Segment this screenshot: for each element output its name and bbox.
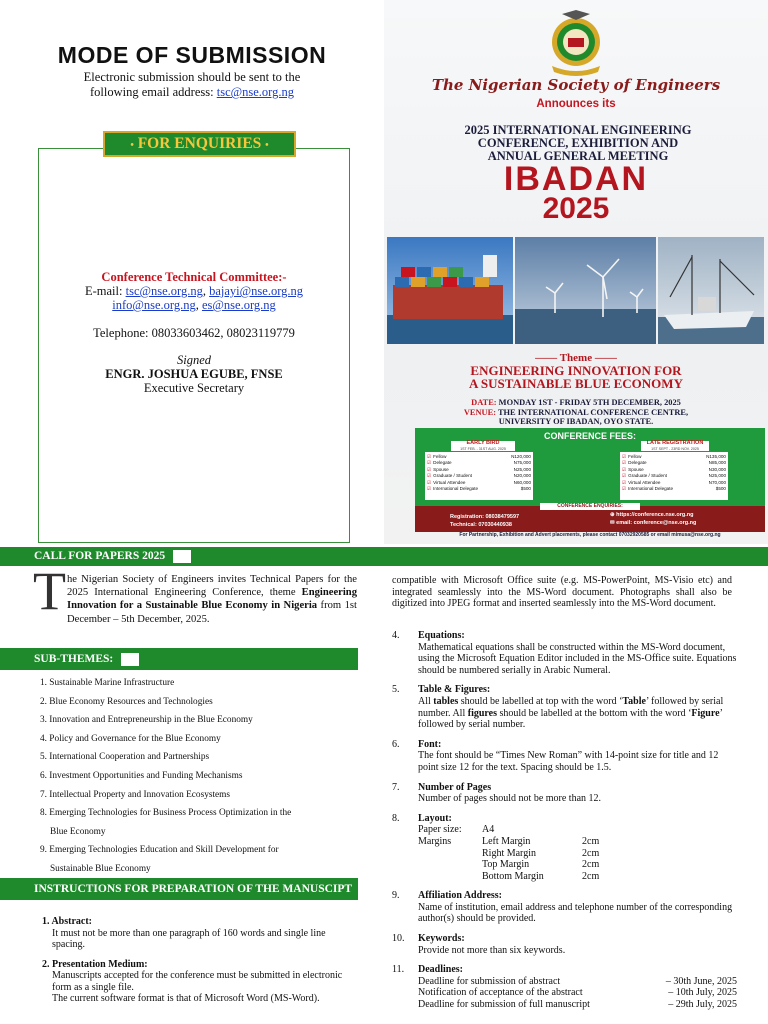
conference-enquiries-title: CONFERENCE ENQUIRIES: xyxy=(540,503,640,510)
conference-title-line: ANNUAL GENERAL MEETING xyxy=(487,149,669,163)
city-title: IBADAN xyxy=(503,160,649,198)
early-bird-title: EARLY BIRD xyxy=(466,440,500,446)
item-number: 6. xyxy=(392,738,400,750)
margin-value: 2cm xyxy=(582,859,600,871)
body-bold: Figure xyxy=(691,707,720,719)
fee-amount: N85,000 xyxy=(708,460,726,466)
email-link[interactable]: tsc@nse.org.ng xyxy=(125,284,203,298)
deadline-label: Notification of acceptance of the abstract xyxy=(418,987,583,999)
early-bird-fees xyxy=(424,451,534,501)
manuscript-requirements xyxy=(392,630,737,1019)
year-title: 2025 xyxy=(542,192,610,225)
fee-category: Virtual Attendee xyxy=(433,479,466,485)
instruction-heading: 2. Presentation Medium: xyxy=(42,958,148,970)
margin-label: Bottom Margin xyxy=(482,870,544,882)
checkbox-icon: ☑ xyxy=(427,466,432,472)
requirement-item xyxy=(392,739,737,774)
committee-contacts xyxy=(40,270,348,395)
call-for-papers-title: CALL FOR PAPERS 2025 xyxy=(34,550,166,562)
body-bold: tables xyxy=(433,695,459,707)
venue-value: THE INTERNATIONAL CONFERENCE CENTRE, xyxy=(497,407,689,417)
fee-category: Graduate / Student xyxy=(433,473,472,479)
instruction-item xyxy=(42,959,352,1005)
item-number: 8. xyxy=(392,812,400,824)
mail-icon: ✉ xyxy=(610,520,615,526)
email-link[interactable]: es@nse.org.ng xyxy=(201,298,276,312)
late-registration-period: 1ST SEPT - 23RD NOV. 2025 xyxy=(651,446,699,451)
fee-amount: N20,000 xyxy=(513,473,531,479)
sub-theme-item: 1. Sustainable Marine Infrastructure xyxy=(40,678,175,688)
fee-row xyxy=(622,486,726,492)
partnership-note: For Partnership, Exhibition and Advert placements, please contact 07032920585 or email mimusa@nse.org.ng xyxy=(459,532,721,538)
wind-turbines-photo xyxy=(515,237,656,344)
instructions-list xyxy=(42,916,352,1013)
fee-category: Virtual Attendee xyxy=(628,479,661,485)
requirement-item xyxy=(392,684,737,730)
item-body: Name of institution, email address and telephone number of the corresponding author(s) should be provided. xyxy=(418,901,733,925)
requirement-item xyxy=(392,964,737,1010)
checkbox-icon: ☑ xyxy=(622,460,627,466)
sub-theme-item: 4. Policy and Governance for the Blue Economy xyxy=(40,733,221,744)
checkbox-icon: ☑ xyxy=(622,486,627,492)
sub-theme-item: 5. International Cooperation and Partnerships xyxy=(40,752,210,763)
fee-category: Fellow xyxy=(628,454,642,459)
fee-amount: N135,000 xyxy=(706,454,726,459)
requirement-item xyxy=(392,630,737,676)
fee-amount: N75,000 xyxy=(513,460,531,466)
call-intro xyxy=(67,573,357,626)
checkbox-icon: ☑ xyxy=(427,454,432,459)
committee-title: Conference Technical Committee:- xyxy=(101,270,287,284)
email-line-2: info@nse.org.ng, es@nse.org.ng xyxy=(112,298,276,312)
intro-theme: Engineering Innovation for a Sustainable Blue Economy in Nigeria xyxy=(67,587,357,612)
item-body: Number of pages should not be more than 12. xyxy=(418,793,602,805)
margin-label: Top Margin xyxy=(482,859,530,871)
fee-amount: N25,000 xyxy=(513,466,531,472)
fee-amount: N25,000 xyxy=(708,473,726,479)
deadline-row xyxy=(418,976,737,988)
placeholder-box xyxy=(121,653,139,666)
requirement-item xyxy=(392,890,737,925)
submission-line-2: following email address: xyxy=(90,85,217,99)
item-body: The font should be “Times New Roman” with 14-point size for title and 12 point size 12 for the text. Spacing should be 1.5. xyxy=(418,750,719,773)
item-heading: Keywords: xyxy=(418,933,465,945)
enquiries-banner-label: FOR ENQUIRIES xyxy=(137,135,262,152)
fee-amount: $500 xyxy=(715,486,726,492)
late-registration-title: LATE REGISTRATION xyxy=(646,440,704,446)
item-heading: Table & Figures: xyxy=(418,684,491,696)
instructions-title: INSTRUCTIONS FOR PREPARATION OF THE MANUSCIPT xyxy=(34,883,353,895)
announces-label: Announces its xyxy=(536,98,616,110)
email-link[interactable]: bajayi@nse.org.ng xyxy=(209,284,304,298)
date-venue xyxy=(400,398,752,427)
checkbox-icon: ☑ xyxy=(427,486,432,492)
item-heading: Layout: xyxy=(418,812,452,824)
item-heading: Affiliation Address: xyxy=(418,890,502,902)
margin-value: 2cm xyxy=(582,847,600,859)
body-bold: figures xyxy=(467,707,497,719)
fee-category: Graduate / Student xyxy=(628,473,667,479)
theme-label-text: Theme xyxy=(559,352,593,364)
checkbox-icon: ☑ xyxy=(622,454,627,459)
item-heading: Deadlines: xyxy=(418,964,463,976)
item-number: 9. xyxy=(392,890,400,902)
sub-theme-item: 8. Emerging Technologies for Business Process Optimization in the xyxy=(40,808,292,819)
enquiries-banner xyxy=(103,131,296,157)
item-number: 5. xyxy=(392,684,400,696)
checkbox-icon: ☑ xyxy=(622,473,627,479)
theme-label: —— Theme —— xyxy=(535,352,617,364)
requirement-item xyxy=(392,813,737,883)
checkbox-icon: ☑ xyxy=(427,473,432,479)
fee-category: Delegate xyxy=(628,460,647,466)
sub-theme-item: Sustainable Blue Economy xyxy=(50,863,151,874)
theme-line: A SUSTAINABLE BLUE ECONOMY xyxy=(469,376,683,391)
body-text: should be labelled at the bottom with the word ‘ xyxy=(497,707,692,719)
sub-theme-item: 7. Intellectual Property and Innovation Ecosystems xyxy=(40,789,231,800)
margin-value: 2cm xyxy=(582,870,600,882)
fee-category: International Delegate xyxy=(628,486,674,492)
body-text: ’ followed by serial number. All xyxy=(418,695,724,719)
deadline-date: – 30th June, 2025 xyxy=(665,975,737,987)
instruction-body: Manuscripts accepted for the conference must be submitted in electronic form as a single file. xyxy=(52,970,343,993)
medium-continuation: compatible with Microsoft Office suite (e.g. MS-PowerPoint, MS-Visio etc) and integrated seamlessly into the MS-Word document. Photographs shall also be digitized into JPEG format and inserted seamlessly into the MS-Word document. xyxy=(392,575,732,610)
instruction-body: The current software format is that of Microsoft Word (MS-Word). xyxy=(52,993,320,1004)
item-body: Mathematical equations shall be constructed within the MS-Word document, using the Microsoft Equation Editor included in the MS-Office suite. Equations should be numbered serially in Arabic Numeral. xyxy=(418,641,737,676)
date-key: DATE: xyxy=(471,398,497,407)
item-body: Provide not more than six keywords. xyxy=(418,944,566,956)
paper-size-label: Paper size: xyxy=(418,824,462,836)
margin-value: 2cm xyxy=(582,835,600,847)
venue-value-2: UNIVERSITY OF IBADAN, OYO STATE. xyxy=(498,417,654,426)
sub-theme-item: Blue Economy xyxy=(50,826,106,837)
sub-theme-item: 9. Emerging Technologies Education and Skill Development for xyxy=(40,845,279,856)
signed-label: Signed xyxy=(176,353,212,367)
nse-logo xyxy=(548,8,604,78)
sub-themes-bar xyxy=(0,648,358,670)
intro-text: he Nigerian Society of Engineers invites Technical Papers for the 2025 International Engineering Conference, theme xyxy=(67,574,357,599)
theme-text xyxy=(384,364,768,390)
requirement-item xyxy=(392,782,737,805)
item-heading: Equations: xyxy=(418,630,465,641)
body-bold: Table xyxy=(622,695,646,707)
deadline-row xyxy=(418,999,737,1011)
venue-key: VENUE: xyxy=(463,407,496,417)
dropcap-letter: T xyxy=(33,561,66,621)
sub-theme-item: 2. Blue Economy Resources and Technologies xyxy=(40,696,213,707)
sub-themes-list xyxy=(40,674,358,879)
fee-amount: N30,000 xyxy=(708,466,726,472)
fee-category: International Delegate xyxy=(433,486,479,492)
instruction-heading: 1. Abstract: xyxy=(42,916,92,927)
item-heading: Font: xyxy=(418,738,442,750)
website-link[interactable]: https://conference.nse.org.ng xyxy=(616,512,694,518)
fee-category: Spouse xyxy=(628,466,644,472)
item-body xyxy=(418,696,737,731)
fishing-trawler-photo xyxy=(658,237,764,344)
sub-themes-title: SUB-THEMES: xyxy=(34,653,114,665)
technical-phone: Technical: 07030440938 xyxy=(450,522,512,528)
mode-of-submission-title: MODE OF SUBMISSION xyxy=(57,42,327,68)
container-ship-photo xyxy=(387,237,513,344)
checkbox-icon: ☑ xyxy=(427,479,432,485)
late-registration-fees xyxy=(619,451,729,501)
telephone: Telephone: 08033603462, 08023119779 xyxy=(93,326,295,340)
item-number: 10. xyxy=(392,933,405,945)
fee-amount: N120,000 xyxy=(511,454,531,459)
enquiry-email[interactable]: email: conference@nse.org.ng xyxy=(616,520,697,526)
fee-category: Spouse xyxy=(433,466,449,472)
call-for-papers-bar xyxy=(0,547,768,566)
deadline-date: – 10th July, 2025 xyxy=(668,987,737,999)
email-label: E-mail: xyxy=(84,284,126,298)
society-name: The Nigerian Society of Engineers xyxy=(431,76,721,94)
intro-text: from 1st December – 5th December, 2025. xyxy=(67,600,357,625)
registration-phone: Registration: 08038479597 xyxy=(450,514,520,520)
submission-line-1: Electronic submission should be sent to the xyxy=(83,70,301,84)
layout-table xyxy=(418,824,737,882)
instruction-item xyxy=(42,916,352,951)
theme-line: ENGINEERING INNOVATION FOR xyxy=(470,363,682,378)
paper-size-value: A4 xyxy=(482,824,495,836)
early-bird-period: 1ST FEB. - 31ST AUG. 2025 xyxy=(460,446,506,451)
checkbox-icon: ☑ xyxy=(427,460,432,466)
conference-fees-title: CONFERENCE FEES: xyxy=(543,431,636,441)
fee-amount: N70,000 xyxy=(708,479,726,485)
enquiry-phones xyxy=(450,513,519,529)
instruction-body: It must not be more than one paragraph of 160 words and single line spacing. xyxy=(52,927,326,950)
conference-title-line: 2025 INTERNATIONAL ENGINEERING xyxy=(464,123,692,137)
submission-email-link[interactable]: tsc@nse.org.ng xyxy=(216,85,294,99)
bullet-icon: • xyxy=(130,140,134,151)
requirement-item xyxy=(392,933,737,956)
margin-label: Right Margin xyxy=(482,847,536,859)
deadline-label: Deadline for submission of full manuscript xyxy=(418,999,590,1011)
enquiry-online xyxy=(610,511,696,527)
margins-label: Margins xyxy=(418,835,452,847)
fee-category: Delegate xyxy=(433,460,452,466)
checkbox-icon: ☑ xyxy=(622,479,627,485)
fee-amount: $500 xyxy=(520,486,531,492)
item-number: 4. xyxy=(392,630,400,641)
body-text: All xyxy=(418,695,434,707)
globe-icon: ⊕ xyxy=(610,512,615,518)
sub-theme-item: 3. Innovation and Entrepreneurship in the Blue Economy xyxy=(40,715,253,726)
fee-row xyxy=(427,486,531,492)
item-heading: Number of Pages xyxy=(418,781,492,793)
fee-amount: N60,000 xyxy=(513,479,531,485)
conference-title xyxy=(420,124,736,163)
body-text: should be labelled at top with the word ‘ xyxy=(458,695,623,707)
signatory-title: Executive Secretary xyxy=(143,381,245,395)
signatory-name: ENGR. JOSHUA EGUBE, FNSE xyxy=(105,367,283,381)
body-text: ’ followed by serial number. xyxy=(418,707,723,731)
deadline-date: – 29th July, 2025 xyxy=(668,999,737,1011)
item-number: 7. xyxy=(392,781,400,793)
placeholder-box xyxy=(173,550,191,563)
date-value: MONDAY 1ST - FRIDAY 5TH DECEMBER, 2025 xyxy=(498,398,681,407)
submission-instructions xyxy=(60,70,324,100)
checkbox-icon: ☑ xyxy=(622,466,627,472)
margin-label: Left Margin xyxy=(482,835,531,847)
deadline-label: Deadline for submission of abstract xyxy=(418,975,561,987)
email-line-1: E-mail: tsc@nse.org.ng, bajayi@nse.org.ng xyxy=(84,284,304,298)
item-number: 11. xyxy=(392,964,405,976)
fee-category: Fellow xyxy=(433,454,447,459)
email-link[interactable]: info@nse.org.ng xyxy=(112,298,196,312)
deadline-row xyxy=(418,987,737,999)
bullet-icon: • xyxy=(265,140,269,151)
conference-title-line: CONFERENCE, EXHIBITION AND xyxy=(477,136,679,150)
instructions-bar xyxy=(0,878,358,900)
sub-theme-item: 6. Investment Opportunities and Funding Mechanisms xyxy=(40,770,243,781)
